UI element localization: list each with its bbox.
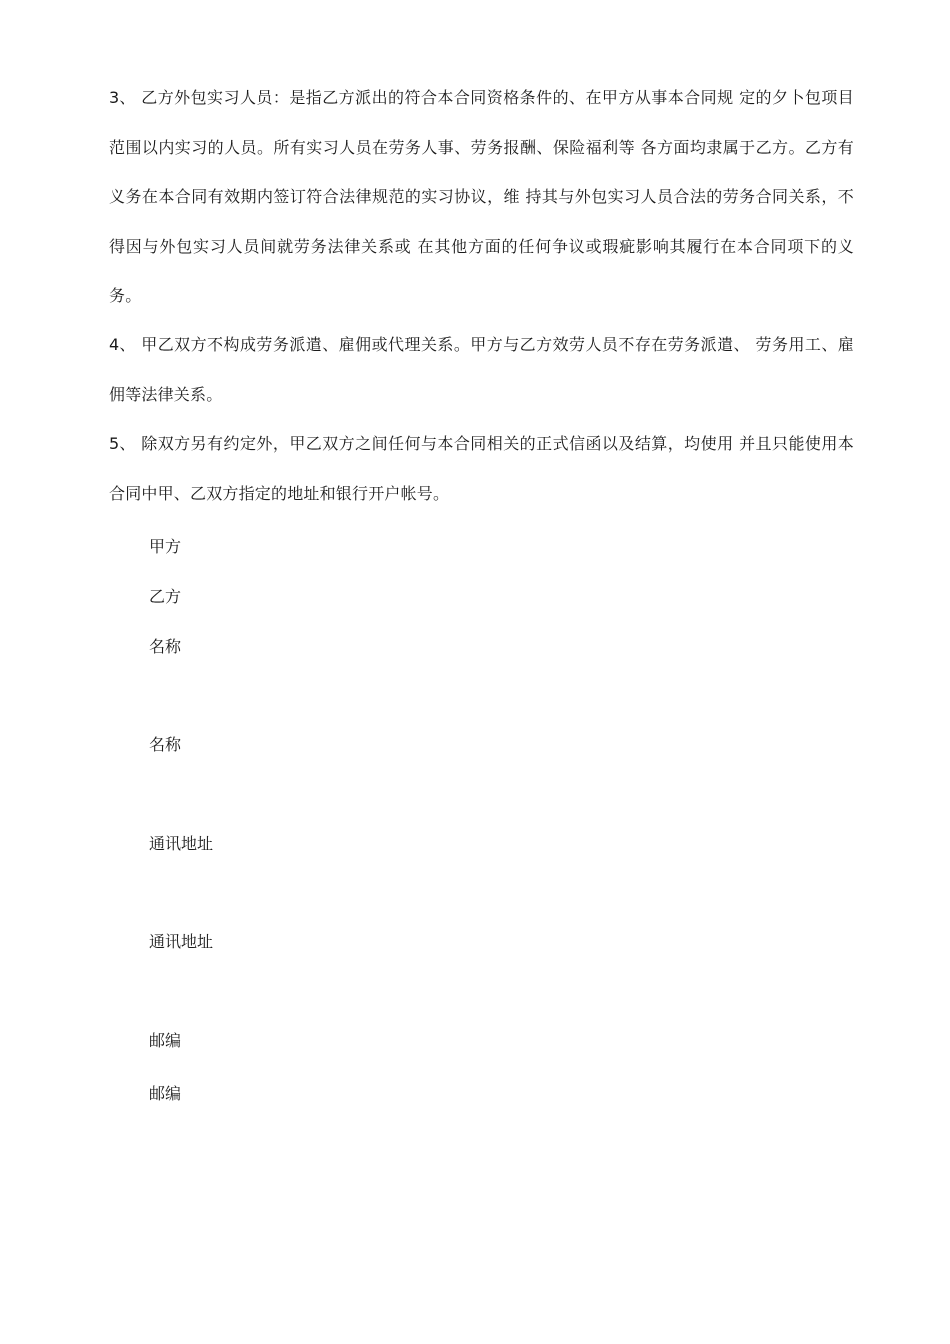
clause-5-text: 除双方另有约定外，甲乙双方之间任何与本合同相关的正式信函以及结算，均使用 并且只能使用本合同中甲、乙双方指定的地址和银行开户帐号。 (109, 434, 854, 503)
party-a-address-label: 通讯地址 (149, 834, 214, 853)
clause-5-number: 5、 (109, 434, 136, 453)
clause-3-number: 3、 (109, 88, 136, 107)
clause-5 (109, 419, 854, 518)
party-a-postcode-label: 邮编 (149, 1031, 182, 1050)
party-b-label: 乙方 (149, 587, 182, 606)
clause-3 (109, 73, 854, 321)
clause-4 (109, 320, 854, 419)
party-a-label: 甲方 (149, 537, 182, 556)
party-a-name-label: 名称 (149, 637, 182, 656)
party-b-address-label: 通讯地址 (149, 932, 214, 951)
clause-4-number: 4、 (109, 335, 136, 354)
party-b-postcode-label: 邮编 (149, 1084, 182, 1103)
clause-3-text: 乙方外包实习人员：是指乙方派出的符合本合同资格条件的、在甲方从事本合同规 定的夕卜包项目范围以内实习的人员。所有实习人员在劳务人事、劳务报酬、保险福利等 各方面均隶属于乙方。乙方有义务在本合同有效期内签订符合法律规范的实习协议，维 持其与外包实习人员合法的劳务合同关系，不得因与外包实习人员间就劳务法律关系或 在其他方面的任何争议或瑕疵影响其履行在本合同项下的义务。 (109, 88, 854, 305)
clause-4-text: 甲乙双方不构成劳务派遣、雇佣或代理关系。甲方与乙方效劳人员不存在劳务派遣、 劳务用工、雇佣等法律关系。 (109, 335, 854, 404)
party-b-name-label: 名称 (149, 735, 182, 754)
